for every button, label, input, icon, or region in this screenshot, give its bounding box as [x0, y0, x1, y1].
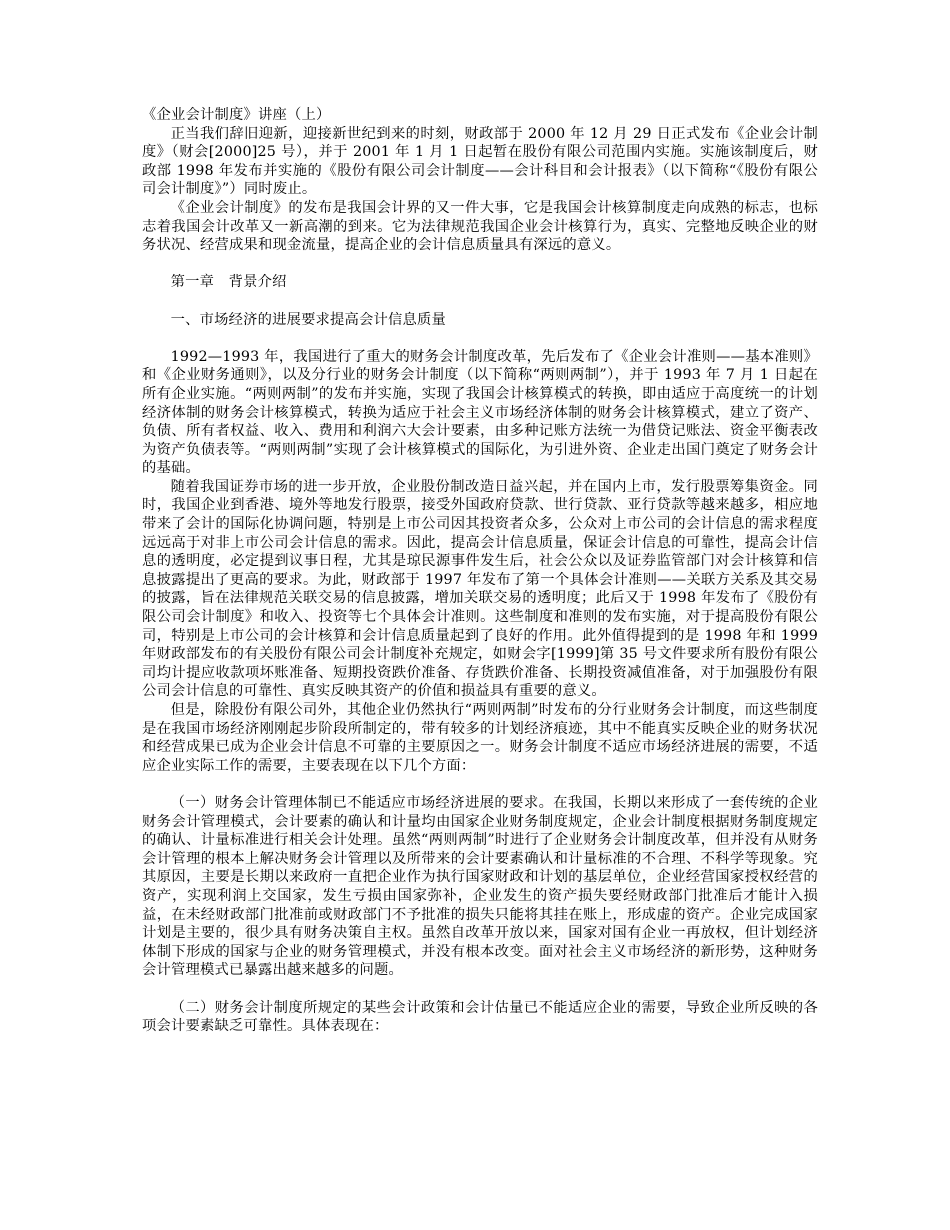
- section-heading: 一、市场经济的进展要求提高会计信息质量: [170, 311, 447, 328]
- spacer: [142, 292, 818, 311]
- body-paragraph-2: 随着我国证券市场的进一步开放，企业股份制改造日益兴起，并在国内上市，发行股票筹集资金。同时，我国企业到香港、境外等地发行股票，接受外国政府贷款、世行贷款、亚行贷款等越来越多，相应地带来了会计的国际化协调问题，特别是上市公司因其投资者众多，公众对上市公司的会计信息的需求程度远远高于对非上市公司会计信息的需求。因此，提高会计信息质量，保证会计信息的可靠性，提高会计信息的透明度，必定提到议事日程，尤其是琼民源事件发生后，社会公众以及证券监管部门对会计核算和信息披露提出了更高的要求。为此，财政部于 1997 年发布了第一个具体会计准则——关联方关系及其交易的披露，旨在法律规范关联交易的信息披露，增加关联交易的透明度；此后又于 1998 年发布了《股份有限公司会计制度》和收入、投资等七个具体会计准则。这些制度和准则的发布实施，对于提高股份有限公司，特别是上市公司的会计核算和会计信息质量起到了良好的作用。此外值得提到的是 1998 年和 1999 年财政部发布的有关股份有限公司会计制度补充规定，如财会字[1999]第 35 号文件要求所有股份有限公司均计提应收款项坏账准备、短期投资跌价准备、存货跌价准备、长期投资减值准备，对于加强股份有限公司会计信息的可靠性、真实反映其资产的价值和损益具有重要的意义。: [142, 478, 818, 700]
- intro-paragraph-1: 正当我们辞旧迎新，迎接新世纪到来的时刻，财政部于 2000 年 12 月 29 日正式发布《企业会计制度》（财会[2000]25 号），并于 2001 年 1 月 1 日起暂在股份有限公司范围内实施。实施该制度后，财政部 1998 年发布并实施的《股份有限公司会计制度——会计科目和会计报表》（以下简称“《股份有限公司会计制度》”）同时废止。: [142, 125, 818, 198]
- chapter-heading: 第一章 背景介绍: [170, 274, 287, 291]
- document-page: [142, 106, 818, 1036]
- document-title: 《企业会计制度》讲座（上）: [142, 107, 331, 123]
- spacer: [142, 775, 818, 794]
- body-paragraph-3: 但是，除股份有限公司外，其他企业仍然执行“两则两制”时发布的分行业财务会计制度，而这些制度是在我国市场经济刚刚起步阶段所制定的，带有较多的计划经济痕迹，其中不能真实反映企业的财务状况和经营成果已成为企业会计信息不可靠的主要原因之一。财务会计制度不适应市场经济进展的需要，不适应企业实际工作的需要，主要表现在以下几个方面：: [142, 702, 818, 774]
- point-2-paragraph: （二）财务会计制度所规定的某些会计政策和会计估量已不能适应企业的需要，导致企业所反映的各项会计要素缺乏可靠性。具体表现在：: [142, 999, 818, 1035]
- point-1-paragraph: （一）财务会计管理体制已不能适应市场经济进展的要求。在我国，长期以来形成了一套传统的企业财务会计管理模式，会计要素的确认和计量均由国家企业财务制度规定，企业会计制度根据财务制度规定的确认、计量标准进行相关会计处理。虽然“两则两制”时进行了企业财务会计制度改革，但并没有从财务会计管理的根本上解决财务会计管理以及所带来的会计要素确认和计量标准的不合理、不科学等现象。究其原因，主要是长期以来政府一直把企业作为执行国家财政和计划的基层单位，企业经营国家授权经营的资产，实现利润上交国家，发生亏损由国家弥补，企业发生的资产损失要经财政部门批准后才能计入损益，在未经财政部门批准前或财政部门不予批准的损失只能将其挂在账上，形成虚的资产。企业完成国家计划是主要的，很少具有财务决策自主权。虽然自改革开放以来，国家对国有企业一再放权，但计划经济体制下形成的国家与企业的财务管理模式，并没有根本改变。面对社会主义市场经济的新形势，这种财务会计管理模式已暴露出越来越多的问题。: [142, 794, 818, 979]
- intro-paragraph-2: 《企业会计制度》的发布是我国会计界的又一件大事，它是我国会计核算制度走向成熟的标志，也标志着我国会计改革又一新高潮的到来。它为法律规范我国企业会计核算行为，真实、完整地反映企业的财务状况、经营成果和现金流量，提高企业的会计信息质量具有深远的意义。: [142, 199, 818, 254]
- spacer: [142, 255, 818, 274]
- spacer: [142, 980, 818, 999]
- spacer: [142, 329, 818, 348]
- body-paragraph-1: 1992—1993 年，我国进行了重大的财务会计制度改革，先后发布了《企业会计准则——基本准则》和《企业财务通则》，以及分行业的财务会计制度（以下简称“两则两制”），并于 1993 年 7 月 1 日起在所有企业实施。“两则两制”的发布并实施，实现了我国会计核算模式的转换，即由适应于高度统一的计划经济体制的财务会计核算模式，转换为适应于社会主义市场经济体制的财务会计核算模式，建立了资产、负债、所有者权益、收入、费用和利润六大会计要素，由多种记账方法统一为借贷记账法、资金平衡表改为资产负债表等。“两则两制”实现了会计核算模式的国际化，为引进外资、企业走出国门奠定了财务会计的基础。: [142, 348, 818, 477]
